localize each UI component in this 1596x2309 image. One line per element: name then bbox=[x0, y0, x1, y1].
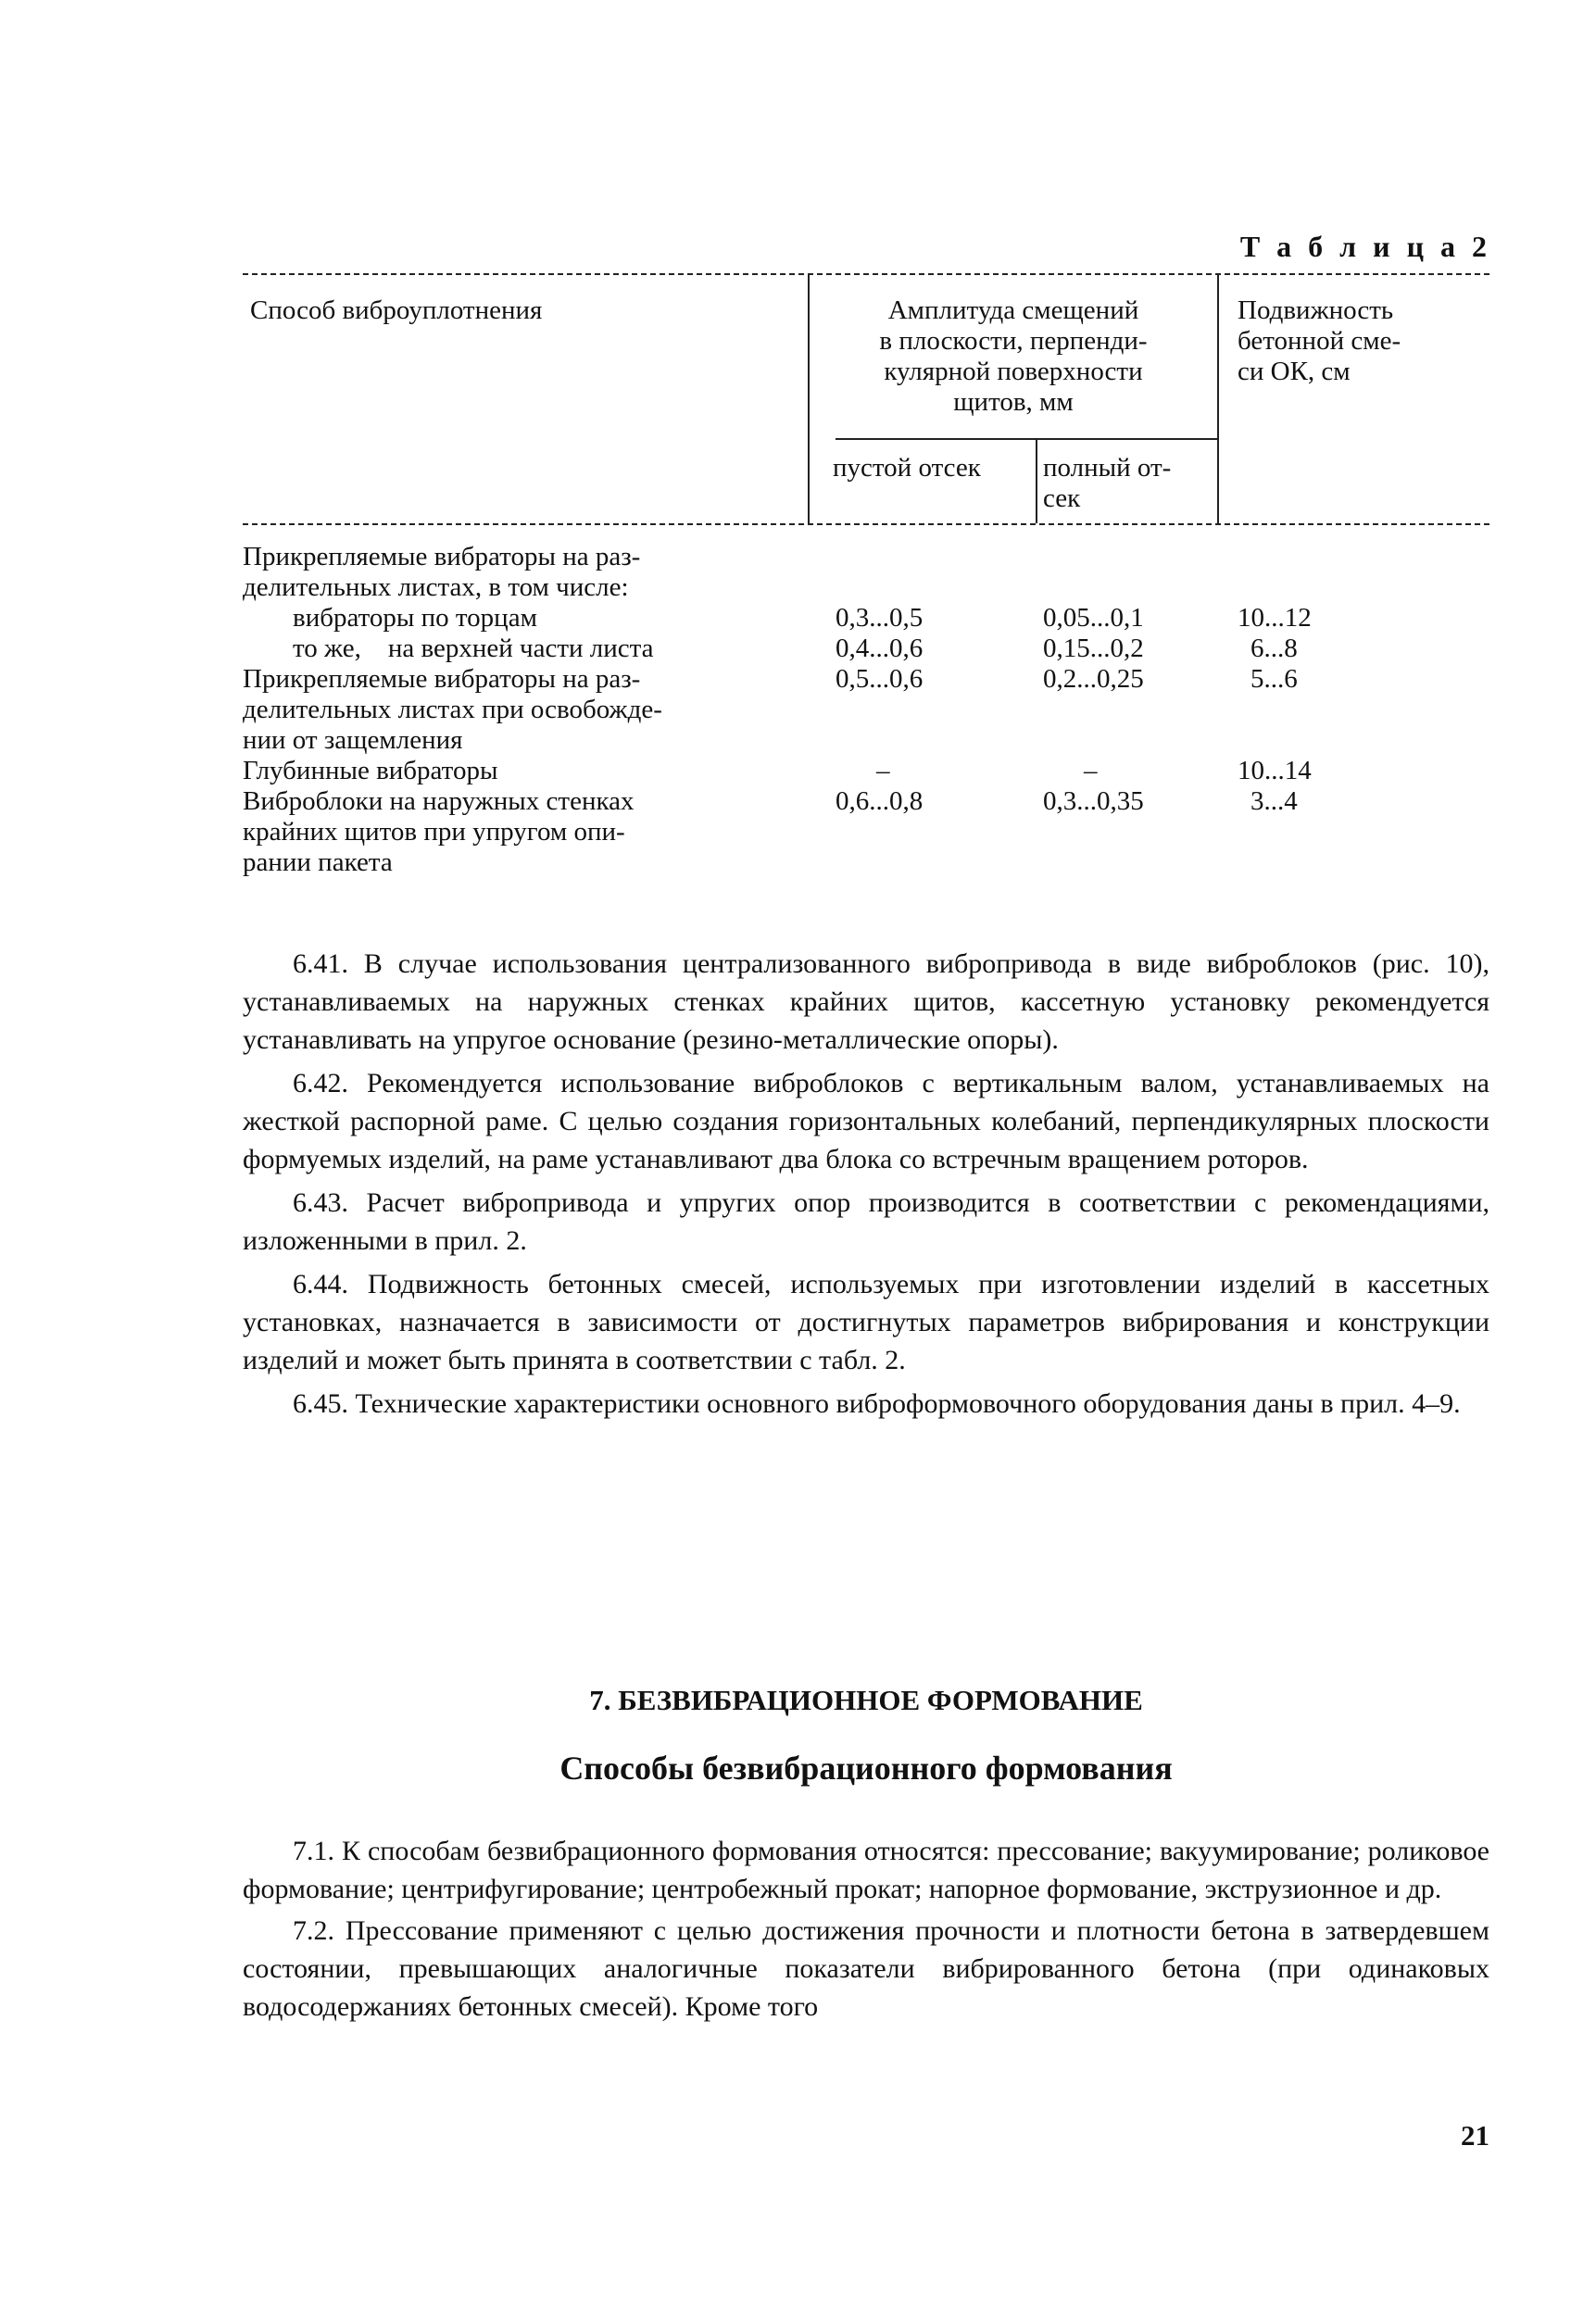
table-cell-mobility: 10...14 bbox=[1238, 756, 1312, 785]
table-cell-empty: 0,4...0,6 bbox=[836, 634, 924, 663]
subsection-title: Способы безвибрационного формования bbox=[559, 1750, 1173, 1787]
paragraph-6-42: 6.42. Рекомендуется использование виброблоков с вертикальным валом, устанавливаемых на жесткой распорной раме. С целью создания горизонтальных колебаний, перпендикулярных плоскости формуемых изделий, на раме устанавливают два блока со встречным вращением роторов. bbox=[243, 1068, 1489, 1174]
table-row-label: Глубинные вибраторы bbox=[243, 756, 498, 785]
table-row-label: рании пакета bbox=[243, 847, 393, 877]
table-cell-mobility: 5...6 bbox=[1250, 664, 1298, 694]
section-title: 7. БЕЗВИБРАЦИОННОЕ ФОРМОВАНИЕ bbox=[589, 1684, 1143, 1716]
header-method: Способ виброуплотнения bbox=[250, 295, 543, 325]
table-cell-full: 0,15...0,2 bbox=[1043, 634, 1144, 663]
vibration-table bbox=[243, 273, 1489, 885]
table-cell-empty: 0,5...0,6 bbox=[836, 664, 924, 694]
header-amplitude-line: кулярной поверхности bbox=[884, 357, 1143, 386]
table-cell-mobility: 10...12 bbox=[1238, 603, 1312, 633]
table-cell-mobility: 6...8 bbox=[1250, 634, 1298, 663]
table-header-bottom-rule bbox=[243, 523, 1489, 525]
table-row-label: делительных листах при освобожде- bbox=[243, 695, 662, 724]
table-cell-empty: 0,3...0,5 bbox=[836, 603, 924, 633]
header-amplitude-line: в плоскости, перпенди- bbox=[879, 326, 1148, 356]
header-amplitude bbox=[810, 295, 1217, 418]
table-top-rule bbox=[243, 273, 1489, 275]
header-full-line: полный от- bbox=[1043, 453, 1172, 483]
table-row-label: Прикрепляемые вибраторы на раз- bbox=[243, 664, 641, 694]
header-amplitude-line: Амплитуда смещений bbox=[887, 295, 1139, 325]
paragraph-7-1: 7.1. К способам безвибрационного формования относятся: прессование; вакуумирование; роликовое формование; центрифугирование; центробежный прокат; напорное формование, экструзионное и др. bbox=[243, 1836, 1489, 1904]
paragraph-7-2: 7.2. Прессование применяют с целью достижения прочности и плотности бетона в затвердевшем состоянии, превышающих аналогичные показатели вибрированного бетона (при одинаковых водосодержаниях бетонных смесей). Кроме того bbox=[243, 1915, 1489, 2022]
table-row-label: делительных листах, в том числе: bbox=[243, 572, 629, 602]
table-cell-mobility: 3...4 bbox=[1250, 786, 1298, 816]
paragraph-6-45: 6.45. Технические характеристики основного виброформовочного оборудования даны в прил. 4–9. bbox=[293, 1388, 1461, 1419]
table-row-label: то же, на верхней части листа bbox=[293, 634, 654, 663]
header-mobility-line: си ОК, см bbox=[1238, 357, 1351, 386]
table-cell-empty: 0,6...0,8 bbox=[836, 786, 924, 816]
table-row-label: Прикрепляемые вибраторы на раз- bbox=[243, 542, 641, 571]
paragraph-6-41: 6.41. В случае использования централизованного вибропривода в виде виброблоков (рис. 10), устанавливаемых на наружных стенках крайних щитов, кассетную установку рекомендуется устанавливать на упругое основание (резино-металлические опоры). bbox=[243, 948, 1489, 1055]
section-6-text bbox=[243, 945, 1489, 1428]
table-row-label: крайних щитов при упругом опи- bbox=[243, 817, 625, 847]
table-cell-full: 0,05...0,1 bbox=[1043, 603, 1144, 633]
header-amplitude-line: щитов, мм bbox=[953, 387, 1074, 417]
table-cell-full: 0,3...0,35 bbox=[1043, 786, 1144, 816]
table-cell-full: – bbox=[1084, 756, 1098, 785]
header-mobility-line: Подвижность bbox=[1238, 295, 1394, 325]
header-full-line: сек bbox=[1043, 483, 1081, 513]
header-empty-compartment: пустой отсек bbox=[833, 453, 981, 483]
header-mobility bbox=[1238, 295, 1489, 387]
header-full-compartment bbox=[1043, 453, 1219, 514]
table-subheader-rule bbox=[836, 438, 1217, 440]
table-row-label: вибраторы по торцам bbox=[293, 603, 537, 633]
paragraph-6-44: 6.44. Подвижность бетонных смесей, используемых при изготовлении изделий в кассетных установках, назначается в зависимости от достигнутых параметров вибрирования и конструкции изделий и может быть принята в соответствии с табл. 2. bbox=[243, 1269, 1489, 1375]
table-row-label: нии от защемления bbox=[243, 725, 463, 755]
paragraph-6-43: 6.43. Расчет вибропривода и упругих опор производится в соответствии с рекомендациями, изложенными в прил. 2. bbox=[243, 1187, 1489, 1256]
table-caption: Т а б л и ц а 2 bbox=[1239, 230, 1491, 263]
table-row-label: Виброблоки на наружных стенках bbox=[243, 786, 635, 816]
header-mobility-line: бетонной сме- bbox=[1238, 326, 1401, 356]
table-cell-empty: – bbox=[876, 756, 890, 785]
page-number: 21 bbox=[1461, 2119, 1489, 2152]
section-7-text bbox=[243, 1832, 1489, 2029]
table-cell-full: 0,2...0,25 bbox=[1043, 664, 1144, 694]
